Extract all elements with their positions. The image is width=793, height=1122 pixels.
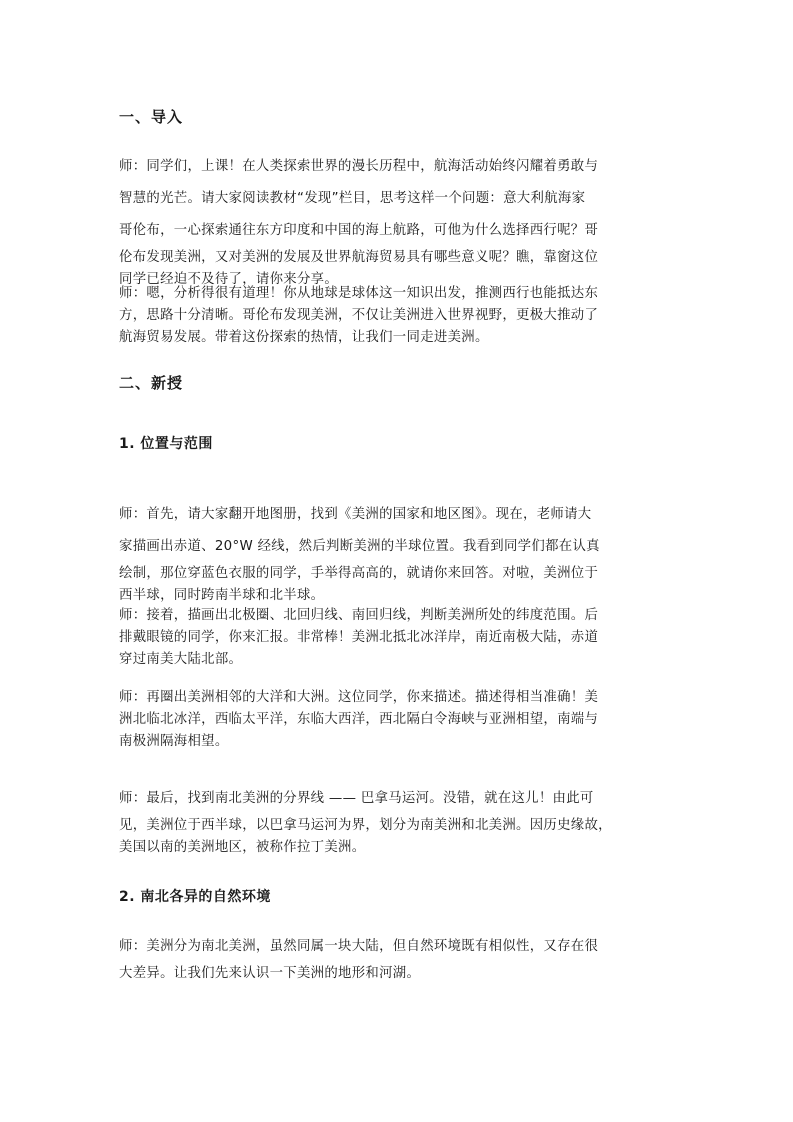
text-line: 排戴眼镜的同学，你来汇报。非常棒！美洲北抵北冰洋岸，南近南极大陆，赤道 — [119, 630, 599, 645]
intro-paragraph-1 — [119, 151, 679, 291]
intro-paragraph-2 — [119, 283, 679, 349]
text-line: 美国以南的美洲地区，被称作拉丁美洲。 — [119, 840, 366, 855]
text-line: 穿过南美大陆北部。 — [119, 652, 243, 667]
text-line: 航海贸易发展。带着这份探索的热情，让我们一同走进美洲。 — [119, 330, 489, 345]
text-line: 智慧的光芒。请大家阅读教材“发现”栏目，思考这样一个问题：意大利航海家 — [119, 191, 586, 206]
text-line: 伦布发现美洲，又对美洲的发展及世界航海贸易具有哪些意义呢？瞧，靠窗这位 — [119, 250, 599, 265]
text-line: 师：首先，请大家翻开地图册，找到《美洲的国家和地区图》。现在，老师请大 — [119, 507, 592, 522]
text-line: 师：再圈出美洲相邻的大洋和大洲。这位同学，你来描述。描述得相当准确！美 — [119, 690, 599, 705]
section-heading-lesson: 二、新授 — [119, 374, 184, 392]
section-heading-intro: 一、导入 — [119, 108, 184, 126]
text-line: 师：最后，找到南北美洲的分界线 —— 巴拿马运河。没错，就在这儿！由此可 — [119, 791, 594, 806]
text-line: 洲北临北冰洋，西临太平洋，东临大西洋，西北隔白令海峡与亚洲相望，南端与 — [119, 712, 599, 727]
location-paragraph-1 — [119, 499, 679, 607]
location-paragraph-4 — [119, 783, 679, 859]
location-paragraph-2 — [119, 605, 679, 671]
text-line: 师：嗯，分析得很有道理！你从地球是球体这一知识出发，推测西行也能抵达东 — [119, 286, 599, 301]
subsection-title-location: 1. 位置与范围 — [119, 436, 213, 452]
text-line: 师：美洲分为南北美洲，虽然同属一块大陆，但自然环境既有相似性，又存在很 — [119, 939, 599, 954]
text-line: 家描画出赤道、20°W 经线，然后判断美洲的半球位置。我看到同学们都在认真 — [119, 539, 600, 554]
text-line: 见，美洲位于西半球，以巴拿马运河为界，划分为南美洲和北美洲。因历史缘故， — [119, 818, 612, 833]
text-line: 南极洲隔海相望。 — [119, 734, 229, 749]
text-line: 绘制，那位穿蓝色衣服的同学，手举得高高的，就请你来回答。对啦，美洲位于 — [119, 566, 599, 581]
text-line: 师：同学们，上课！在人类探索世界的漫长历程中，航海活动始终闪耀着勇敢与 — [119, 159, 599, 174]
text-line: 西半球，同时跨南半球和北半球。 — [119, 588, 325, 603]
text-line: 师：接着，描画出北极圈、北回归线、南回归线，判断美洲所处的纬度范围。后 — [119, 608, 599, 623]
text-line: 同学已经迫不及待了，请你来分享。 — [119, 272, 339, 287]
location-paragraph-3 — [119, 687, 679, 753]
text-line: 方，思路十分清晰。哥伦布发现美洲，不仅让美洲进入世界视野，更极大推动了 — [119, 308, 599, 323]
subsection-title-environment: 2. 南北各异的自然环境 — [119, 889, 271, 905]
text-line: 哥伦布，一心探索通往东方印度和中国的海上航路，可他为什么选择西行呢？哥 — [119, 223, 599, 238]
environment-paragraph-1 — [119, 931, 679, 985]
text-line: 大差异。让我们先来认识一下美洲的地形和河湖。 — [119, 966, 421, 981]
